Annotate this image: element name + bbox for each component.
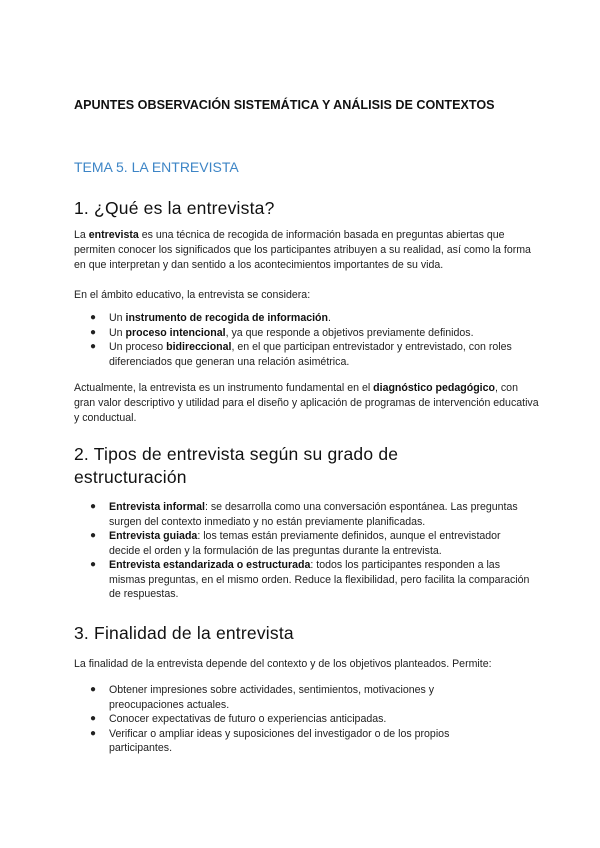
document-title: APUNTES OBSERVACIÓN SISTEMÁTICA Y ANÁLISIS DE CONTEXTOS [74, 98, 495, 112]
section-1-context: En el ámbito educativo, la entrevista se considera: [74, 289, 311, 301]
bullet-icon: ● [90, 530, 97, 541]
list-item: ● Entrevista guiada: los temas están previamente definidos, aunque el entrevistador decide el orden y la formulación de las preguntas durante la entrevista. [90, 530, 501, 557]
bullet-icon: ● [90, 312, 97, 323]
bullet-icon: ● [90, 559, 97, 570]
section-1-heading: 1. ¿Qué es la entrevista? [74, 198, 275, 218]
bullet-icon: ● [90, 501, 97, 512]
list-item: ● Entrevista informal: se desarrolla como una conversación espontánea. Las preguntas surgen del contexto inmediato y no están previamente planificadas. [90, 501, 518, 528]
list-item: ● Entrevista estandarizada o estructurada: todos los participantes responden a las mismas preguntas, en el mismo orden. Reduce la flexibilidad, pero facilita la comparación de respuestas. [90, 559, 530, 600]
bullet-icon: ● [90, 727, 97, 739]
section-1-intro [74, 228, 534, 273]
section-1-closing: Actualmente, la entrevista es un instrumento fundamental en el diagnóstico pedagógico, con gran valor descriptivo y utilidad para el diseño y aplicación de programas de intervención educativa y conductual. [74, 382, 539, 424]
list-item: ● Un proceso intencional, ya que responde a objetivos previamente definidos. [90, 326, 474, 339]
section-2-list [74, 500, 534, 602]
bullet-icon: ● [90, 326, 97, 338]
section-3-list [74, 683, 474, 756]
bullet-icon: ● [90, 684, 97, 695]
intro-bold: entrevista [88, 229, 139, 241]
section-2-heading: 2. Tipos de entrevista según su grado de estructuración [74, 444, 399, 487]
list-item: ● Un proceso bidireccional, en el que participan entrevistador y entrevistado, con roles diferenciados que generan una relación asimétrica. [90, 341, 512, 368]
bullet-icon: ● [90, 341, 97, 352]
list-item: ● Un instrumento de recogida de información. [90, 312, 331, 324]
list-item: ● Obtener impresiones sobre actividades, sentimientos, motivaciones y preocupaciones actuales. [90, 684, 435, 711]
topic-title: TEMA 5. LA ENTREVISTA [74, 159, 239, 175]
list-item: ● Verificar o ampliar ideas y suposiciones del investigador o de los propios participantes. [90, 727, 450, 754]
list-item: ● Conocer expectativas de futuro o experiencias anticipadas. [90, 713, 387, 725]
bullet-icon: ● [90, 713, 97, 724]
section-3-intro: La finalidad de la entrevista depende del contexto y de los objetivos planteados. Permite: [74, 658, 492, 670]
intro-pre: La [74, 229, 89, 241]
section-1-list [74, 311, 534, 369]
intro-post: es una técnica de recogida de información basada en preguntas abiertas que permiten conocer los significados que los participantes atribuyen a su realidad, así como la forma en que interpretan y dan sentido a los acontecimientos importantes de su vida. [74, 229, 531, 271]
section-3-heading: 3. Finalidad de la entrevista [74, 623, 294, 643]
